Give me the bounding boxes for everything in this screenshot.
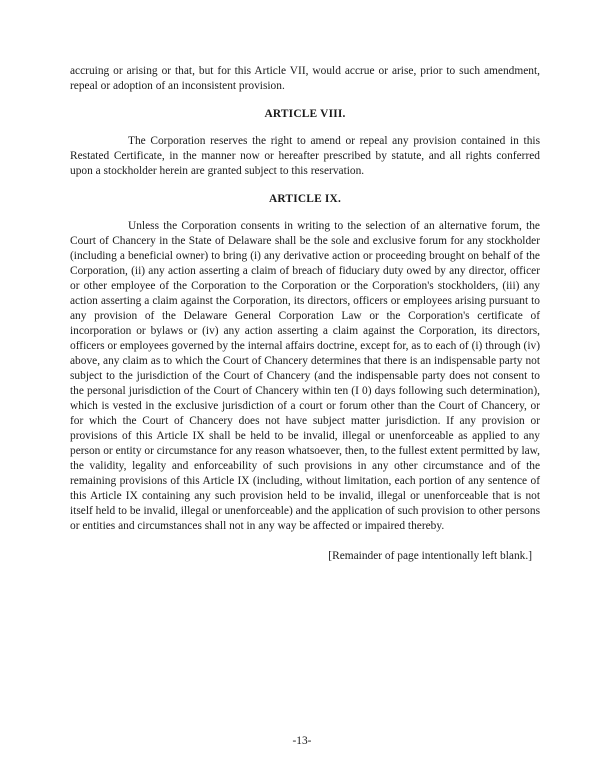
article-viii-heading: ARTICLE VIII.	[264, 108, 346, 120]
article-ix-heading: ARTICLE IX.	[268, 193, 342, 205]
article-viii-paragraph: The Corporation reserves the right to amend or repeal any provision contained in this Restated Certificate, in the manner now or hereafter prescribed by statute, and all rights conferred upon a stockholder herein are granted subject to this reservation.	[70, 135, 540, 177]
remainder-note: [Remainder of page intentionally left blank.]	[328, 550, 532, 562]
page-number: -13-	[292, 735, 312, 747]
article-ix-paragraph: Unless the Corporation consents in writing to the selection of an alternative forum, the Court of Chancery in the State of Delaware shall be the sole and exclusive forum for any stockholder (including a beneficial owner) to bring (i) any derivative action or proceeding brought on behalf of the Corporation, (ii) any action asserting a claim of breach of fiduciary duty owed by any director, officer or other employee of the Corporation to the Corporation or the Corporation's stockholders, (iii) any action asserting a claim against the Corporation, its directors, officers or employees arising pursuant to any provision of the Delaware General Corporation Law or the Corporation's certificate of incorporation or bylaws or (iv) any action asserting a claim against the Corporation, its directors, officers or employees governed by the internal affairs doctrine, except for, as to each of (i) through (iv) above, any claim as to which the Court of Chancery determines that there is an indispensable party not subject to the jurisdiction of the Court of Chancery (and the indispensable party does not consent to the personal jurisdiction of the Court of Chancery within ten (I 0) days following such determination), which is vested in the exclusive jurisdiction of a court or forum other than the Court of Chancery, or for which the Court of Chancery does not have subject matter jurisdiction. If any provision or provisions of this Article IX shall be held to be invalid, illegal or unenforceable as applied to any person or entity or circumstance for any reason whatsoever, then, to the fullest extent permitted by law, the validity, legality and enforceability of such provisions in any other circumstance and of the remaining provisions of this Article IX (including, without limitation, each portion of any sentence of this Article IX containing any such provision held to be invalid, illegal or unenforceable that is not itself held to be invalid, illegal or unenforceable) and the application of such provision to other persons or entities and circumstances shall not in any way be affected or impaired thereby.	[70, 220, 540, 532]
document-page	[70, 64, 540, 564]
continuation-paragraph: accruing or arising or that, but for this Article VII, would accrue or arise, prior to such amendment, repeal or adoption of an inconsistent provision.	[70, 65, 540, 92]
